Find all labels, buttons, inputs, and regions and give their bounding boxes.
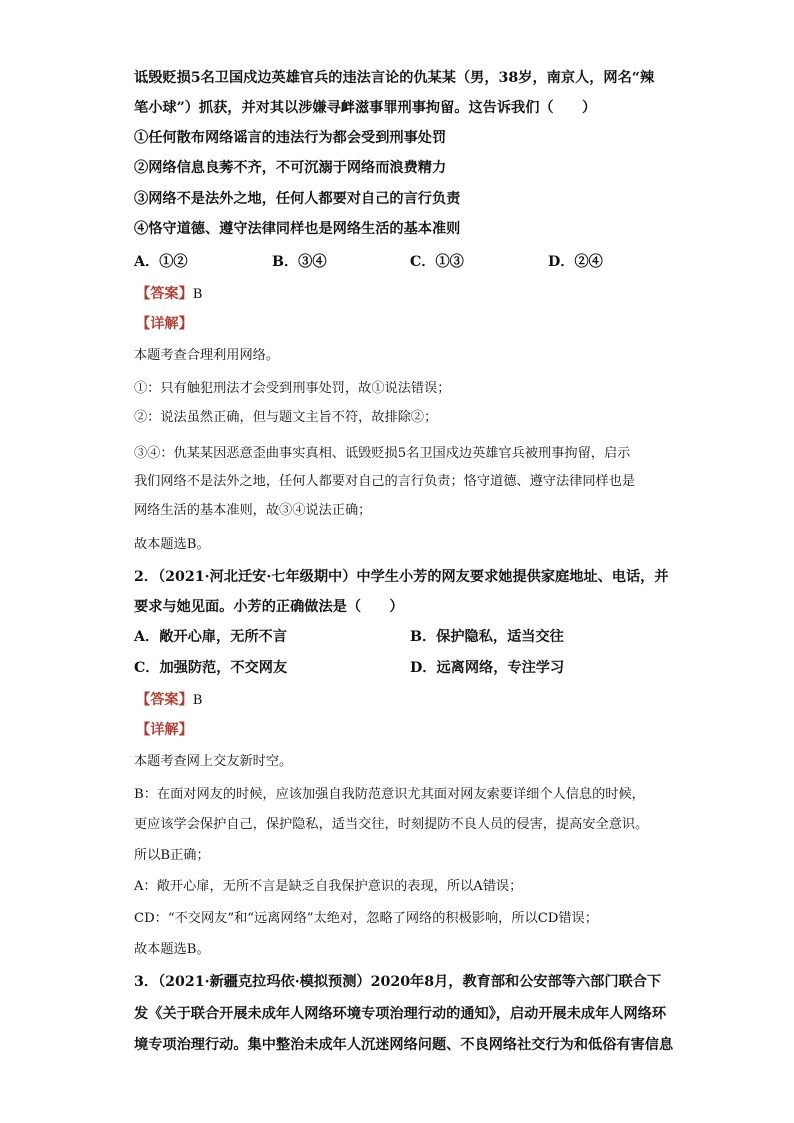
- q2-option-b: B．保护隐私，适当交往: [410, 629, 564, 645]
- q1-option-c: C．①③: [410, 254, 464, 270]
- q2-detail-line: 所以B正确；: [134, 848, 210, 863]
- q2-detail-tag: [136, 720, 193, 740]
- q1-item: ③网络不是法外之地，任何人都要对自己的言行负责: [134, 191, 461, 207]
- q3-stem-line: 境专项治理行动。集中整治未成年人沉迷网络问题、不良网络社交行为和低俗有害信息: [134, 1037, 674, 1053]
- q2-detail-line: A：敞开心扉，无所不言是缺乏自我保护意识的表现，所以A错误；: [134, 879, 523, 894]
- answer-value: B: [192, 287, 203, 302]
- q3-stem-line: 发《关于联合开展未成年人网络环境专项治理行动的通知》，启动开展未成年人网络环: [134, 1006, 667, 1022]
- q1-detail-line: ③④：仇某某因恶意歪曲事实真相、诋毁贬损5名卫国戍边英雄官兵被刑事拘留，启示: [134, 446, 631, 461]
- q2-detail-line: B：在面对网友的时候，应该加强自我防范意识尤其面对网友索要详细个人信息的时候，: [134, 787, 645, 802]
- q1-option-b: B．③④: [272, 254, 327, 270]
- q1-stem-line: 笔小球”）抓获，并对其以涉嫌寻衅滋事罪刑事拘留。这告诉我们（ ）: [134, 100, 597, 116]
- q2-answer: [136, 690, 202, 711]
- q2-detail-line: 更应该学会保护自己，保护隐私，适当交往，时刻提防不良人员的侵害，提高安全意识。: [134, 817, 649, 832]
- q2-detail-line: 故本题选B。: [134, 942, 210, 957]
- q1-item: ①任何散布网络谣言的违法行为都会受到刑事处罚: [134, 130, 447, 146]
- q1-item: ④恪守道德、遵守法律同样也是网络生活的基本准则: [134, 221, 461, 237]
- q1-option-d: D．②④: [548, 254, 603, 270]
- q1-detail-line: 网络生活的基本准则，故③④说法正确；: [134, 503, 372, 518]
- answer-value: B: [192, 693, 203, 708]
- q2-stem-line: 2．（2021·河北迁安·七年级期中）中学生小芳的网友要求她提供家庭地址、电话，并: [134, 569, 669, 585]
- q1-answer: [136, 284, 202, 305]
- q2-detail-line: CD：“不交网友”和“远离网络”太绝对，忽略了网络的积极影响，所以CD错误；: [134, 911, 598, 926]
- answer-tag: 【答案】: [136, 286, 193, 302]
- q1-detail-line: ①：只有触犯刑法才会受到刑事处罚，故①说法错误；: [134, 381, 451, 396]
- q1-option-a: A．①②: [134, 254, 188, 270]
- q1-detail-tag: [136, 314, 193, 334]
- q1-detail-line: ②：说法虽然正确，但与题文主旨不符，故排除②；: [134, 410, 438, 425]
- q2-option-c: C．加强防范，不交网友: [134, 660, 288, 676]
- q1-detail-line: 本题考查合理利用网络。: [134, 348, 280, 363]
- q3-stem-line: 3．（2021·新疆克拉玛依·模拟预测）2020年8月，教育部和公安部等六部门联合下: [134, 974, 662, 990]
- q1-detail-line: 我们网络不是法外之地，任何人都要对自己的言行负责；恪守道德、遵守法律同样也是: [134, 474, 636, 489]
- detail-tag: 【详解】: [136, 316, 193, 332]
- q2-stem-line: 要求与她见面。小芳的正确做法是（ ）: [134, 599, 404, 615]
- detail-tag: 【详解】: [136, 722, 193, 738]
- q1-detail-line: 故本题选B。: [134, 537, 210, 552]
- q2-option-d: D．远离网络，专注学习: [410, 660, 565, 676]
- q2-detail-line: 本题考查网上交友新时空。: [134, 754, 293, 769]
- q1-item: ②网络信息良莠不齐，不可沉溺于网络而浪费精力: [134, 160, 447, 176]
- q1-stem-line: 诋毁贬损5名卫国戍边英雄官兵的违法言论的仇某某（男，38岁，南京人，网名“辣: [134, 70, 655, 86]
- answer-tag: 【答案】: [136, 692, 193, 708]
- q2-option-a: A．敞开心扉，无所不言: [134, 629, 287, 645]
